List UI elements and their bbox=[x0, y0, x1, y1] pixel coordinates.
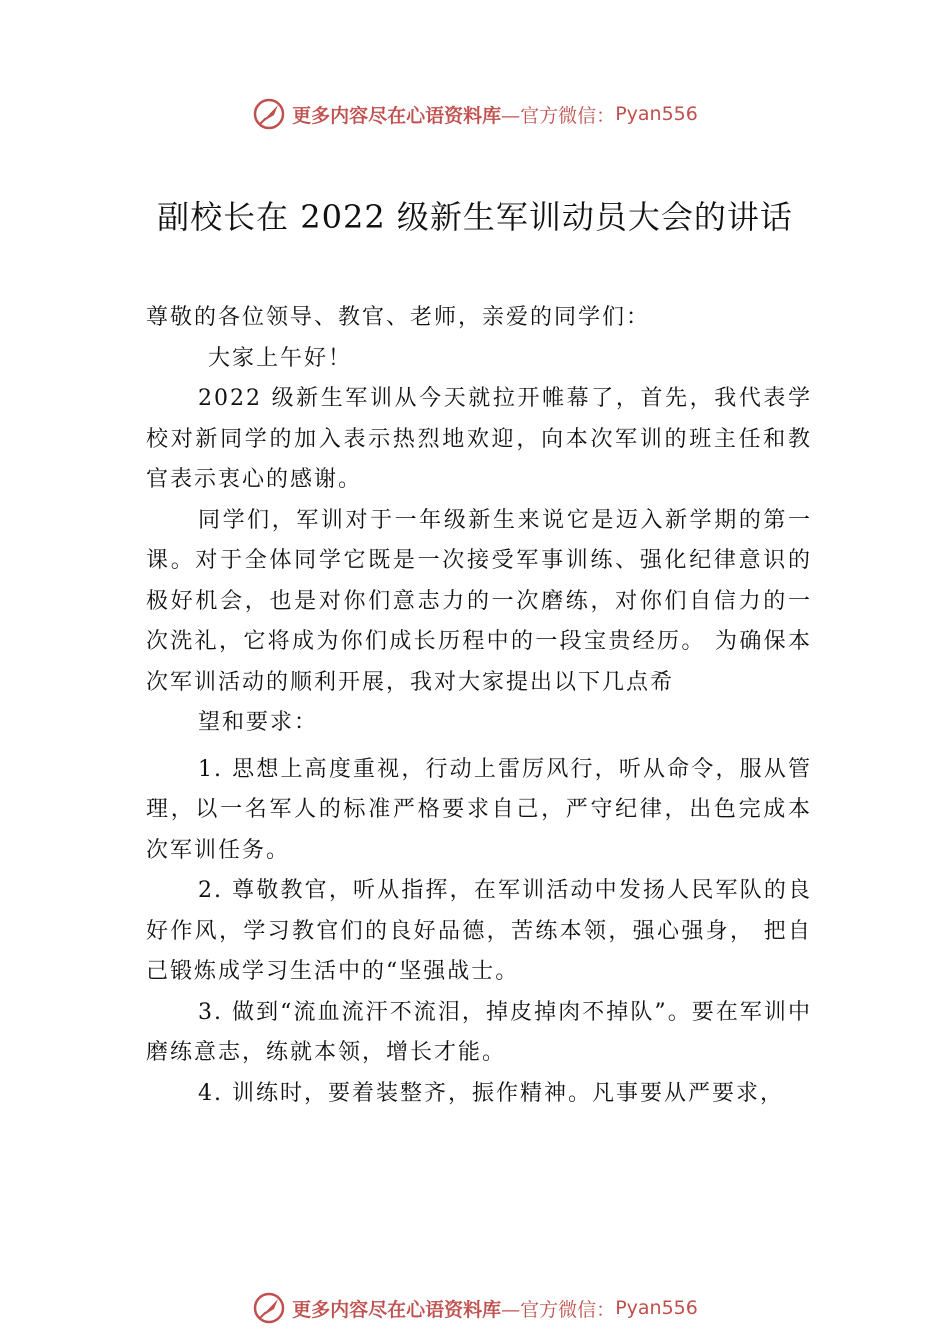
list-item-1: 1. 思想上高度重视，行动上雷厉风行，听从命令，服从管理，以一名军人的标准严格要求自己，严守纪律，出色完成本次军训任务。 bbox=[146, 756, 812, 863]
banner-wechat-id: Pyan556 bbox=[615, 103, 698, 125]
quill-logo-icon bbox=[252, 1291, 286, 1325]
paragraph-2: 同学们，军训对于一年级新生来说它是迈入新学期的第一课。对于全体同学它既是一次接受军事训练、强化纪律意识的极好机会，也是对你们意志力的一次磨练，对你们自信力的一次洗礼，它将成为你们成长历程中的一段宝贵经历。 为确保本次军训活动的顺利开展，我对大家提出以下几点希 bbox=[146, 507, 812, 695]
paragraph-1: 2022 级新生军训从今天就拉开帷幕了，首先，我代表学校对新同学的加入表示热烈地欢迎，向本次军训的班主任和教官表示衷心的感谢。 bbox=[146, 386, 812, 492]
list-item-4: 4. 训练时，要着装整齐，振作精神。凡事要从严要求， bbox=[198, 1080, 784, 1106]
paragraph-2-tail: 望和要求： bbox=[198, 710, 319, 735]
list-item-3: 3. 做到“流血流汗不流泪，掉皮掉肉不掉队”。要在军训中磨练意志，练就本领，增长才能。 bbox=[146, 999, 812, 1065]
speech-body bbox=[146, 298, 812, 1114]
salutation: 尊敬的各位领导、教官、老师，亲爱的同学们： bbox=[146, 305, 651, 330]
header-banner bbox=[0, 94, 950, 134]
greeting: 大家上午好！ bbox=[208, 345, 353, 371]
quill-logo-icon bbox=[252, 97, 286, 131]
banner-main-text: 更多内容尽在心语资料库 bbox=[292, 104, 502, 127]
banner-sep-text: —官方微信： bbox=[501, 104, 616, 127]
footer-banner bbox=[0, 1288, 950, 1328]
footer-sep-text: —官方微信： bbox=[501, 1298, 616, 1321]
footer-main-text: 更多内容尽在心语资料库 bbox=[292, 1298, 502, 1321]
footer-wechat-id: Pyan556 bbox=[615, 1297, 698, 1319]
list-item-2: 2. 尊敬教官，听从指挥，在军训活动中发扬人民军队的良好作风，学习教官们的良好品德，苦练本领，强心强身， 把自己锻炼成学习生活中的“坚强战士。 bbox=[146, 878, 812, 984]
page-title: 副校长在 2022 级新生军训动员大会的讲话 bbox=[157, 198, 793, 236]
